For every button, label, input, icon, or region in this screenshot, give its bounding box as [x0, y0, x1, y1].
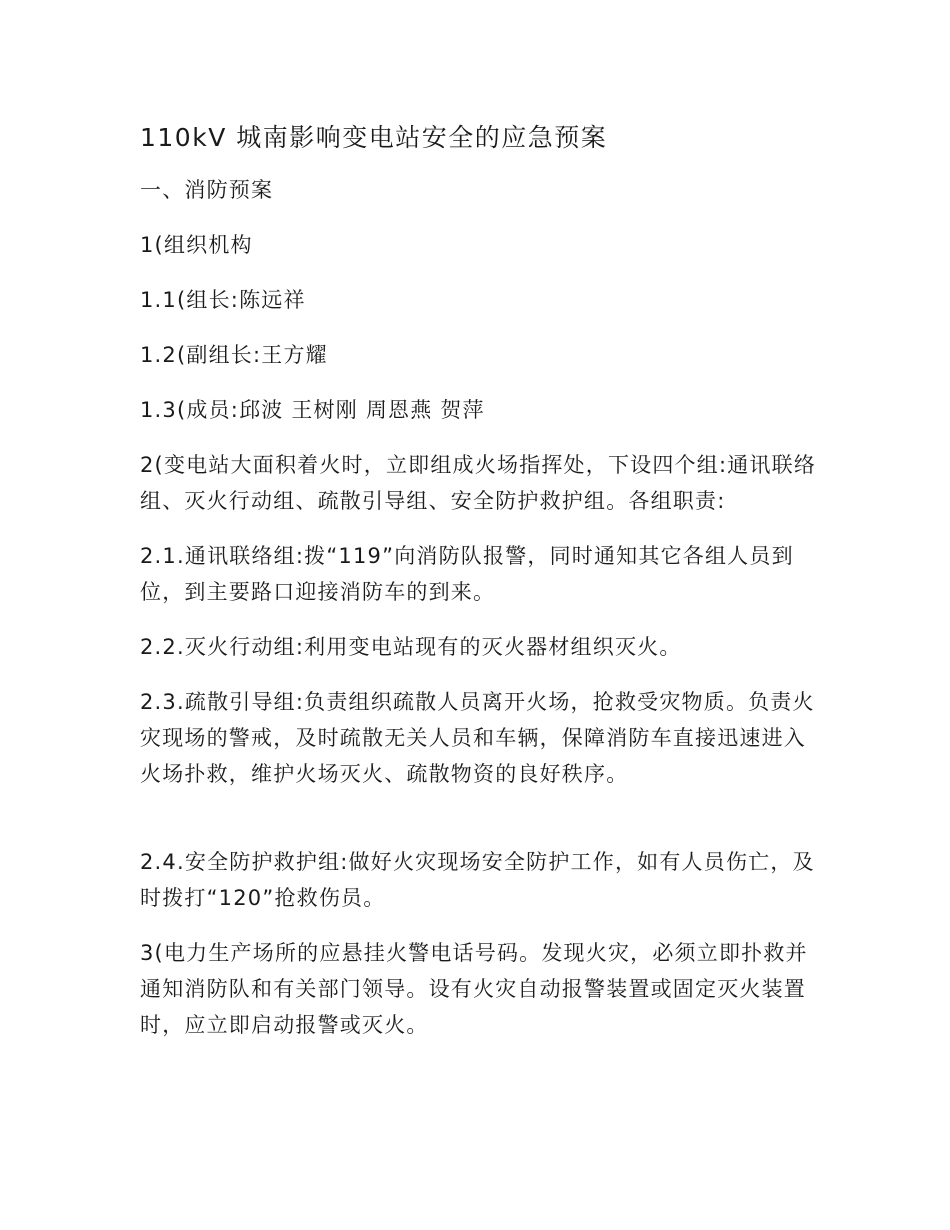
- item-deputy-leader: 1.2(副组长:王方耀: [140, 343, 328, 367]
- item-organization: 1(组织机构: [140, 233, 253, 257]
- document-body: [140, 118, 820, 1062]
- item-firefighting-group: 2.2.灭火行动组:利用变电站现有的灭火器材组织灭火。: [140, 635, 682, 659]
- item-group-leader: 1.1(组长:陈远祥: [140, 288, 306, 312]
- section-heading-fire-plan: 一、消防预案: [140, 178, 274, 202]
- item-fire-command: 2(变电站大面积着火时，立即组成火场指挥处，下设四个组:通讯联络组、灭火行动组、疏散引导组、安全防护救护组。各组职责:: [140, 453, 817, 513]
- item-communication-group: 2.1.通讯联络组:拨“119”向消防队报警，同时通知其它各组人员到位，到主要路口迎接消防车的到来。: [140, 544, 794, 604]
- document-title: 110kV 城南影响变电站安全的应急预案: [140, 123, 608, 152]
- item-members: 1.3(成员:邱波 王树刚 周恩燕 贺萍: [140, 398, 485, 422]
- item-fire-alarm-phone: 3(电力生产场所的应悬挂火警电话号码。发现火灾，必须立即扑救并通知消防队和有关部门领导。设有火灾自动报警装置或固定灭火装置时，应立即启动报警或灭火。: [140, 941, 808, 1037]
- item-evacuation-group: 2.3.疏散引导组:负责组织疏散人员离开火场，抢救受灾物质。负责火灾现场的警戒，及时疏散无关人员和车辆，保障消防车直接迅速进入火场扑救，维护火场灭火、疏散物资的良好秩序。: [140, 690, 815, 786]
- item-safety-rescue-group: 2.4.安全防护救护组:做好火灾现场安全防护工作，如有人员伤亡，及时拨打“120”抢救伤员。: [140, 850, 815, 910]
